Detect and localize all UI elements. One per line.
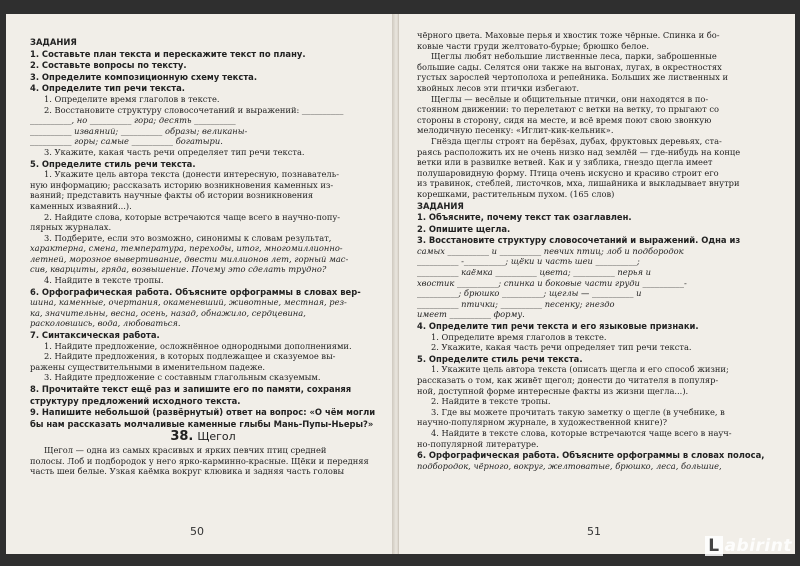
text-line: Щеглы — весёлые и общительные птички, они находятся в по- [431,93,709,104]
text-line: 2. Найдите в тексте тропы. [431,396,551,407]
text-line: но-популярной литературе. [417,438,539,449]
text-line: 4. Найдите в тексте тропы. [44,275,164,286]
text-line: ражены существительными в именительном падеже. [30,361,266,372]
text-line: летней, морозное вывертивание, двести миллионов лет, горный мас- [30,253,349,264]
text-line: 3. Подберите, если это возможно, синонимы к словам результат, [44,232,332,243]
text-number: 38. [170,429,194,445]
text-line: Щегол — одна из самых красивых и ярких певчих птиц средней [44,444,327,455]
text-line: ковые части груди желтовато-бурые; брюшко белое. [417,40,649,51]
text-line: ваяний; представить научные факты об истории возникновения [30,190,314,201]
text-line: 1. Определите время глаголов в тексте. [431,331,607,342]
task-heading: 3. Определите композиционную схему текста. [30,71,258,82]
right-page-text [417,30,771,471]
task-heading: 6. Орфографическая работа. Объясните орфограммы в словах полоса, [417,450,765,461]
text-line: самых __________ и __________ певчих птиц; лоб и подбородок [417,245,684,256]
text-line: хвостик __________; спинка и боковые части груди __________- [417,277,687,288]
text-line: 1. Укажите цель автора текста (описать щегла и его способ жизни; [431,364,729,375]
text-line: __________, но __________ гора; десять __________ [30,115,236,126]
task-heading: 5. Определите стиль речи текста. [417,353,583,364]
text-line: 3. Укажите, какая часть речи определяет тип речи текста. [44,146,305,157]
task-heading: 1. Объясните, почему текст так озаглавлен. [417,212,632,223]
text-title [30,429,376,445]
text-line: шина, каменные, очертания, окаменевший, животные, местная, рез- [30,297,347,308]
task-heading: 6. Орфографическая работа. Объясните орфограммы в словах вер- [30,286,361,297]
text-line: __________ каёмка __________ цвета; __________ перья и [417,267,651,278]
text-line: __________; брюшко __________; щеглы — __________ и [417,288,642,299]
text-line: ка, значительны, весна, осень, назад, обнажило, сердцевина, [30,307,306,318]
text-line: __________ птички; __________ песенку; гнездо [417,298,615,309]
text-line: ную информацию; рассказать историю возникновения каменных из- [30,179,334,190]
text-line: из травинок, стеблей, листочков, мха, лишайника и выкладывает внутри [417,178,740,189]
text-line: густых зарослей чертополоха и репейника. Больших же лиственных и [417,72,729,83]
text-title-label: Щегол [197,430,236,444]
text-line: сив, кварциты, гряда, возвышение. Почему это сделать трудно? [30,264,327,275]
text-line: 1. Найдите предложение, осложнённое однородными дополнениями. [44,340,352,351]
task-heading: 7. Синтаксическая работа. [30,330,160,341]
text-line: мелодичную песенку: «Иглит-кик-кельник». [417,125,614,136]
task-heading: 2. Составьте вопросы по тексту. [30,60,187,71]
text-line: __________ изваяний; __________ образы; великаны- [30,125,248,136]
text-line: чёрного цвета. Маховые перья и хвостик тоже чёрные. Спинка и бо- [417,30,720,40]
text-line: стороны в сторону, сидя на месте, и всё время поют свою звонкую [417,114,712,125]
text-line: корешками, растительным пухом. (165 слов) [417,188,615,199]
text-line: полосы. Лоб и подбородок у него ярко-карминно-красные. Щёки и передняя [30,455,369,466]
text-line: 2. Найдите слова, которые встречаются чаще всего в научно-попу- [44,211,341,222]
page-left [6,14,395,554]
text-line: 3. Найдите предложение с составным глагольным сказуемым. [44,372,321,383]
task-heading: 9. Напишите небольшой (развёрнутый) ответ на вопрос: «О чём могли [30,407,376,418]
task-heading: бы нам рассказать молчаливые каменные глыбы Мань-Пупы-Ньеры?» [30,418,374,429]
page-number-left: 50 [190,525,204,538]
text-line: подбородок, чёрного, вокруг, желтоватые, брюшко, леса, большие, [417,460,722,471]
text-line: ной, доступной форме интересные факты из жизни щегла...). [417,385,689,396]
text-line: 1. Определите время глаголов в тексте. [44,93,220,104]
text-line: полушаровидную форму. Птица очень искусно и красиво строит его [417,167,719,178]
text-line: хвойных лесов эти птички избегают. [417,82,580,93]
text-line: раясь расположить их не очень низко над землёй — где-нибудь на конце [417,146,741,157]
text-line: стоянном движении: то перелетают с ветки на ветку, то прыгают со [417,104,720,115]
text-line: часть шеи белые. Узкая каёмка вокруг клювика и задняя часть головы [30,466,345,477]
task-heading: 2. Опишите щегла. [417,223,511,234]
task-heading: ЗАДАНИЯ [30,37,77,47]
task-heading: 8. Прочитайте текст ещё раз и запишите его по памяти, сохраняя [30,384,352,394]
text-line: 2. Восстановите структуру словосочетаний и выражений: __________ [44,104,344,115]
text-line: каменных изваяний...). [30,200,132,211]
task-heading: структуру предложений исходного текста. [30,395,241,406]
watermark-badge: L [705,536,722,556]
text-line: 2. Найдите предложения, в которых подлежащее и сказуемое вы- [44,351,336,362]
watermark-text: abirint [724,536,792,556]
task-heading: 5. Определите стиль речи текста. [30,158,196,169]
text-line: характерна, смена, температура, переходы, итог, многомиллионно- [30,243,343,254]
text-line: __________ -__________; щёки и часть шеи __________; [417,256,640,267]
text-line: Щеглы любят небольшие лиственные леса, парки, заброшенные [431,51,717,62]
text-line: 2. Укажите, какая часть речи определяет тип речи текста. [431,342,692,353]
text-line: 4. Найдите в тексте слова, которые встречаются чаще всего в науч- [431,427,732,438]
text-line: ветки или в развилке ветвей. Как и у зяблика, гнездо щегла имеет [417,157,713,168]
text-line: __________ горы; самые __________ богатыри. [30,136,223,147]
text-line: научно-популярном журнале, в художественной книге)? [417,417,668,428]
text-line: расколовшись, вода, любоваться. [30,318,181,329]
left-page-text [30,36,376,477]
watermark-logo [705,536,792,556]
page-number-right: 51 [587,525,601,538]
task-heading: ЗАДАНИЯ [417,200,464,211]
page-right [398,14,795,554]
text-line: имеет __________ форму. [417,309,525,320]
text-line: лярных журналах. [30,222,112,233]
text-line: Гнёзда щеглы строят на берёзах, дубах, фруктовых деревьях, ста- [431,135,722,146]
task-heading: 4. Определите тип речи текста. [30,83,185,94]
text-line: большие сады. Селятся они также на выгонах, лугах, в окрестностях [417,61,722,72]
text-line: 3. Где вы можете прочитать такую заметку о щегле (в учебнике, в [431,406,725,417]
task-heading: 1. Составьте план текста и перескажите текст по плану. [30,48,306,59]
text-line: рассказать о том, как живёт щегол; донести до читателя в популяр- [417,375,719,385]
text-line: 1. Укажите цель автора текста (донести интересную, познаватель- [44,169,340,180]
task-heading: 4. Определите тип речи текста и его языковые признаки. [417,321,699,332]
task-heading: 3. Восстановите структуру словосочетаний и выражений. Одна из [417,235,741,246]
